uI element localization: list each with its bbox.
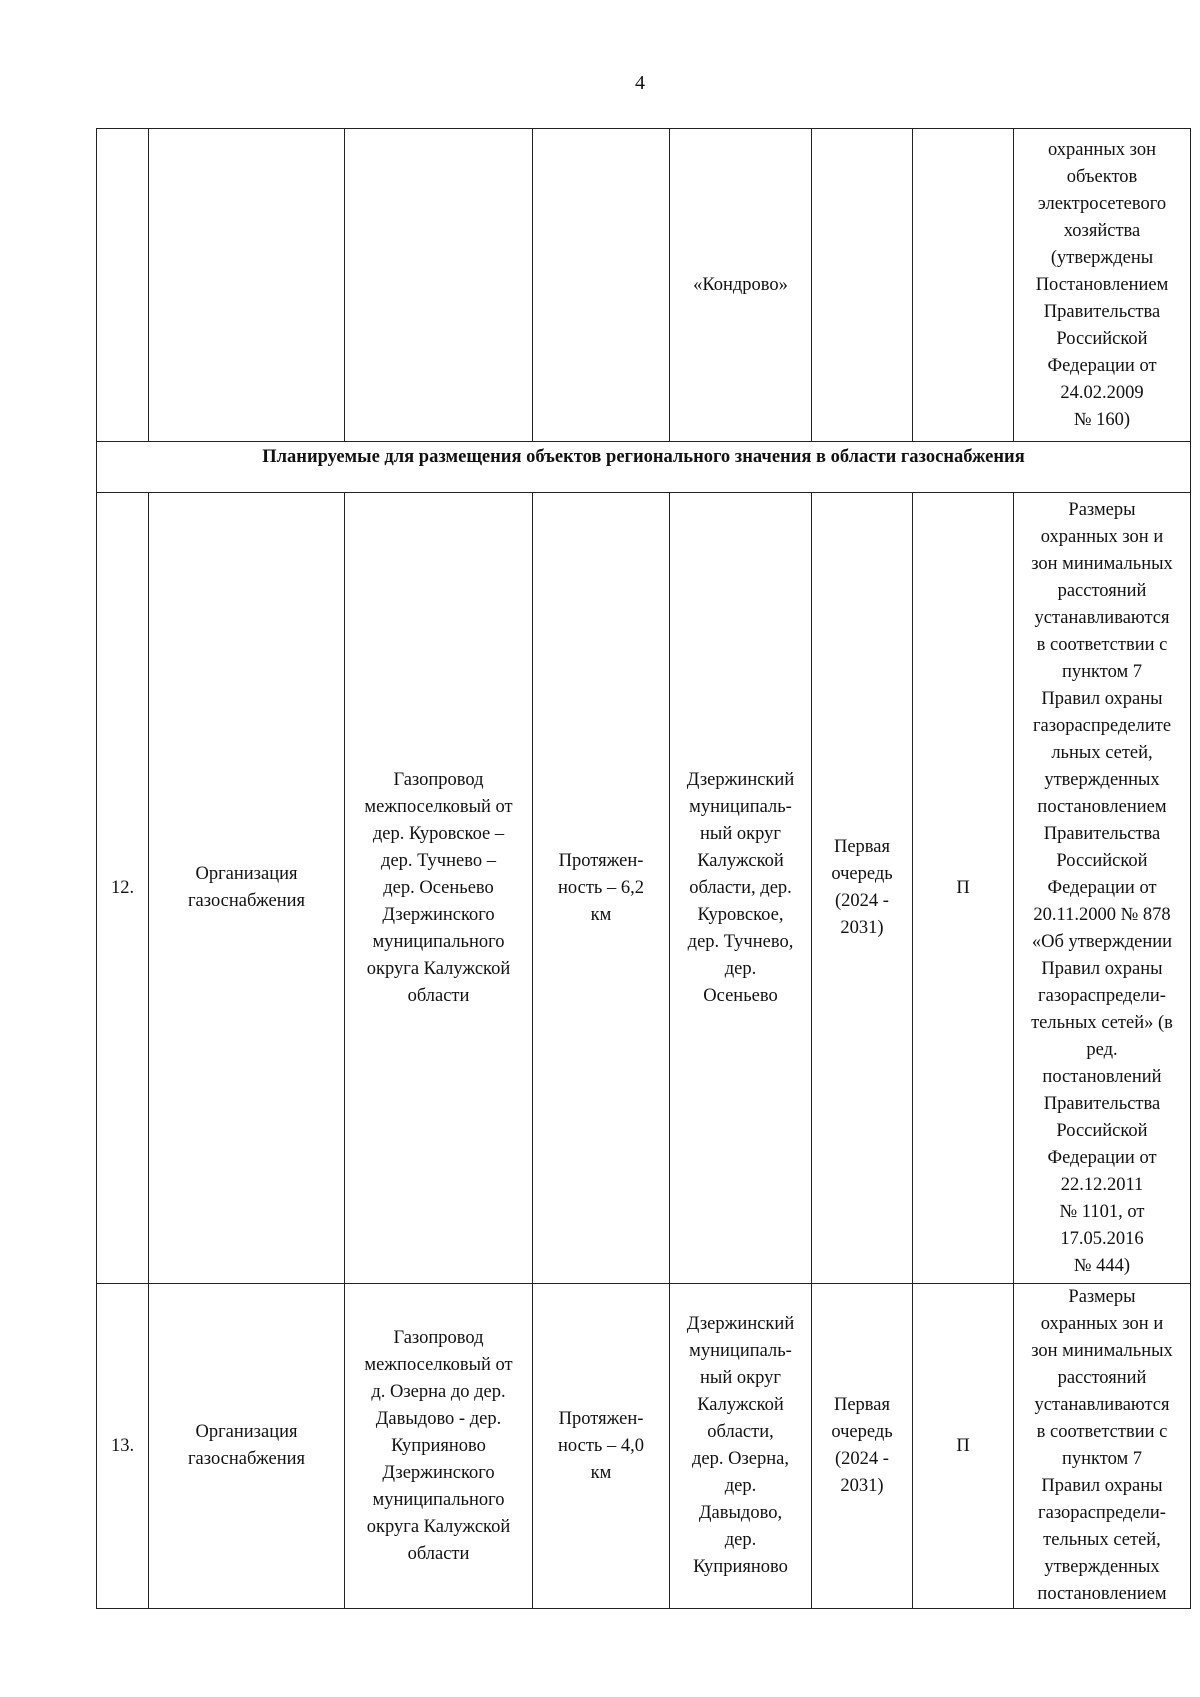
location-line: Куровское, (697, 904, 784, 925)
note-line: Федерации от (1047, 1147, 1157, 1168)
note-line: газораспредели- (1038, 985, 1166, 1006)
note-line: Размеры (1068, 499, 1136, 520)
note-line: льных сетей, (1051, 742, 1153, 763)
note-line: газораспределите (1032, 715, 1172, 736)
note-line: 17.05.2016 (1060, 1228, 1144, 1249)
note-line: № 444) (1073, 1255, 1131, 1276)
note-line: в соответствии с (1036, 634, 1168, 655)
location-line: Калужской (697, 1395, 784, 1415)
note-line: утвержденных (1044, 769, 1160, 790)
name-line: Куприяново (391, 1435, 486, 1456)
name-line: Дзержинского (382, 904, 495, 925)
note-line: постановлений (1042, 1066, 1162, 1087)
stage-line: очередь (831, 864, 893, 884)
purpose-line: Организация (195, 1422, 298, 1442)
note-line: «Об утверждении (1031, 931, 1173, 952)
purpose-line: газоснабжения (187, 891, 306, 911)
note-line: устанавливаются (1034, 607, 1170, 628)
location-line: ный округ (700, 823, 781, 844)
cell-name (345, 129, 533, 442)
note-line: в соответствии с (1036, 1422, 1168, 1442)
location-line: муниципаль- (689, 1341, 792, 1361)
note-line: Постановлением (1035, 274, 1169, 295)
note-line: Российской (1056, 850, 1148, 871)
note-line: 24.02.2009 (1060, 382, 1144, 403)
cell-status (913, 129, 1014, 442)
characteristics-line: Протяжен- (558, 1408, 644, 1429)
note-line: Правительства (1043, 301, 1161, 322)
note-line: Правительства (1043, 823, 1161, 844)
cell-stage (812, 129, 913, 442)
location-line: области, (707, 1422, 774, 1442)
table-row (97, 493, 1191, 1284)
cell-note (1014, 129, 1191, 442)
note-line: ред. (1086, 1039, 1118, 1060)
location-line: Давыдово, (698, 1503, 783, 1523)
name-line: муниципального (372, 931, 505, 952)
location-line: дер. Тучнево, (687, 931, 794, 952)
name-line: муниципального (372, 1489, 505, 1510)
note-line: Федерации от (1047, 355, 1157, 376)
note-line: Правил охраны (1041, 1476, 1163, 1496)
note-line: Правил охраны (1041, 958, 1163, 979)
cell-status: П (913, 1284, 1014, 1609)
location-line: дер. (724, 1530, 757, 1550)
note-line: постановлением (1037, 796, 1167, 817)
location-line: дер. Озерна, (692, 1449, 789, 1469)
note-line: пунктом 7 (1061, 1449, 1143, 1469)
location-tail: «Кондрово» (693, 274, 788, 295)
note-line: тельных сетей, (1043, 1530, 1161, 1550)
note-line: 22.12.2011 (1060, 1174, 1144, 1195)
cell-purpose (149, 1284, 345, 1609)
purpose-line: Организация (195, 864, 298, 884)
note-line: газораспредели- (1038, 1503, 1166, 1523)
objects-table (96, 128, 1191, 1609)
note-line: охранных зон и (1040, 526, 1164, 547)
cell-purpose (149, 129, 345, 442)
cell-location (670, 493, 812, 1284)
cell-purpose (149, 493, 345, 1284)
name-line: округа Калужской (366, 958, 511, 979)
name-line: дер. Осеньево (383, 877, 494, 898)
cell-stage (812, 1284, 913, 1609)
note-line: Федерации от (1047, 877, 1157, 898)
name-line: области (407, 985, 470, 1006)
table-row (97, 1284, 1191, 1609)
note-line: № 1101, от (1059, 1201, 1145, 1222)
note-line: постановлением (1037, 1584, 1167, 1604)
name-line: области (407, 1543, 470, 1564)
note-line: Российской (1056, 1120, 1148, 1141)
note-line: Правил охраны (1041, 688, 1163, 709)
name-line: округа Калужской (366, 1516, 511, 1537)
stage-line: Первая (833, 837, 891, 857)
table-row-continuation (97, 129, 1191, 442)
note-line: Российской (1056, 328, 1148, 349)
location-line: Калужской (697, 850, 784, 871)
cell-status: П (913, 493, 1014, 1284)
stage-line: (2024 - (835, 891, 889, 911)
stage-line: 2031) (840, 918, 884, 938)
purpose-line: газоснабжения (187, 1449, 306, 1469)
note-line: № 160) (1073, 409, 1131, 430)
cell-name (345, 493, 533, 1284)
name-line: Давыдово - дер. (375, 1408, 502, 1429)
cell-stage (812, 493, 913, 1284)
note-line: пунктом 7 (1061, 661, 1143, 682)
cell-location (670, 129, 812, 442)
location-line: Дзержинский (686, 769, 795, 790)
name-line: д. Озерна до дер. (371, 1381, 506, 1402)
note-line: устанавливаются (1034, 1395, 1170, 1415)
note-line: тельных сетей» (в (1031, 1012, 1173, 1033)
name-line: межпоселковый от (364, 796, 513, 817)
cell-number: 12. (97, 493, 149, 1284)
location-line: муниципаль- (689, 796, 792, 817)
name-line: дер. Тучнево – (381, 850, 496, 871)
cell-number (97, 129, 149, 442)
location-line: Дзержинский (686, 1314, 795, 1334)
location-line: Куприяново (693, 1557, 788, 1577)
note-line: объектов (1066, 166, 1138, 187)
note-line: расстояний (1057, 580, 1147, 601)
location-line: области, дер. (689, 877, 792, 898)
page-number: 4 (635, 72, 645, 94)
cell-characteristics (533, 129, 670, 442)
note-line: охранных зон (1048, 139, 1156, 160)
note-line: охранных зон и (1040, 1314, 1164, 1334)
cell-location (670, 1284, 812, 1609)
name-line: дер. Куровское – (372, 823, 505, 844)
stage-line: (2024 - (835, 1449, 889, 1469)
cell-note (1014, 1284, 1191, 1609)
note-line: зон минимальных (1031, 1341, 1173, 1361)
location-line: дер. (724, 1476, 757, 1496)
note-line: расстояний (1057, 1368, 1147, 1388)
characteristics-line: ность – 4,0 (558, 1435, 644, 1456)
cell-characteristics (533, 1284, 670, 1609)
cell-name (345, 1284, 533, 1609)
cell-characteristics (533, 493, 670, 1284)
cell-number: 13. (97, 1284, 149, 1609)
note-line: (утверждены (1050, 247, 1154, 268)
location-line: ный округ (700, 1368, 781, 1388)
name-line: Дзержинского (382, 1462, 495, 1483)
name-line: Газопровод (393, 769, 484, 790)
characteristics-line: км (590, 1462, 612, 1483)
note-line: зон минимальных (1031, 553, 1173, 574)
note-line: Размеры (1068, 1287, 1136, 1307)
note-line: хозяйства (1063, 220, 1141, 241)
note-line: утвержденных (1044, 1557, 1160, 1577)
characteristics-line: Протяжен- (558, 850, 644, 871)
characteristics-line: км (590, 904, 612, 925)
section-header-row (97, 442, 1191, 493)
location-line: дер. (724, 958, 757, 979)
stage-line: Первая (833, 1395, 891, 1415)
note-line: 20.11.2000 № 878 (1033, 904, 1171, 925)
location-line: Осеньево (703, 985, 778, 1006)
stage-line: 2031) (840, 1476, 884, 1496)
cell-note (1014, 493, 1191, 1284)
stage-line: очередь (831, 1422, 893, 1442)
characteristics-line: ность – 6,2 (558, 877, 644, 898)
name-line: межпоселковый от (364, 1354, 513, 1375)
section-title: Планируемые для размещения объектов регионального значения в области газоснабжения (97, 442, 1191, 493)
name-line: Газопровод (393, 1327, 484, 1348)
note-line: Правительства (1043, 1093, 1161, 1114)
note-line: электросетевого (1037, 193, 1167, 214)
